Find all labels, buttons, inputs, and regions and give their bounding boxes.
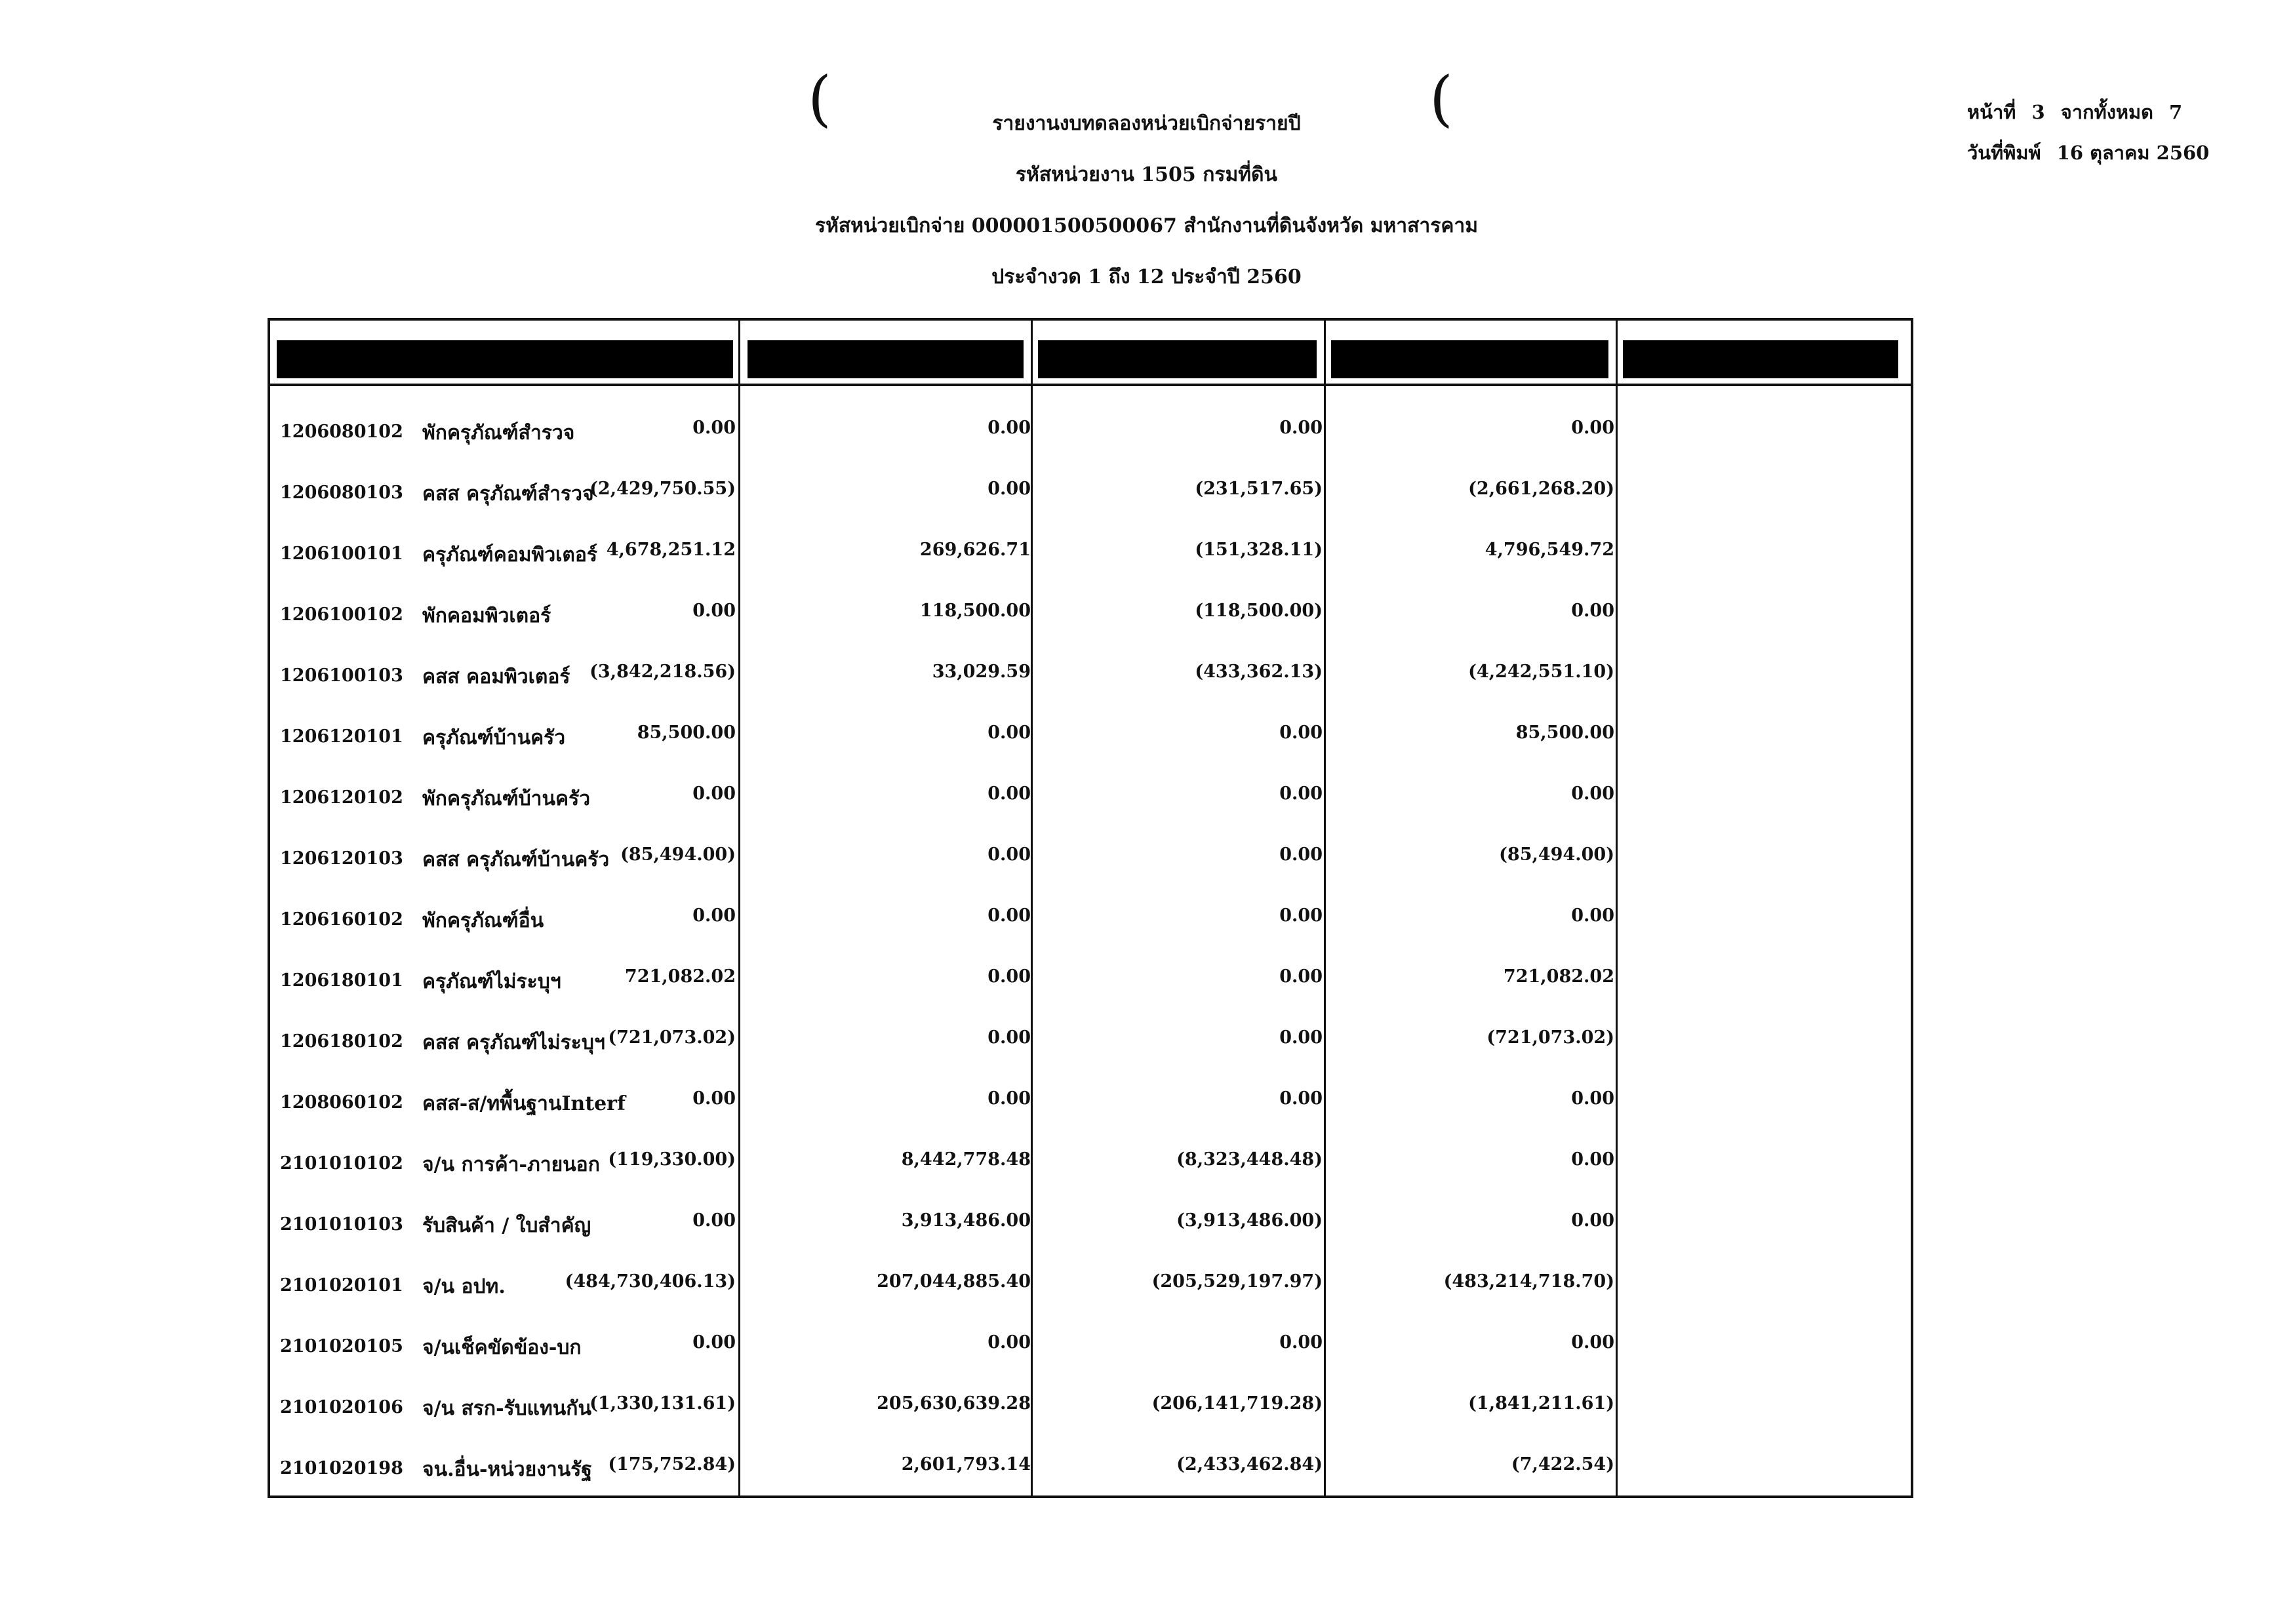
page-info [1967,92,2209,132]
report-title: รายงานงบทดลองหน่วยเบิกจ่ายรายปี [992,112,1301,135]
account-name: คสส-ส/ทพื้นฐานInterf [422,1092,626,1115]
balance-brought-forward: 0.00 [692,905,736,926]
page-number: 3 [2031,101,2045,123]
account-name: พักครุภัณฑ์บ้านครัว [422,787,591,810]
account-code: 1206120102 [280,787,403,808]
credit-amount: 0.00 [1279,723,1323,743]
balance-brought-forward: 0.00 [692,1210,736,1231]
account-code: 2101020101 [280,1275,403,1296]
account-name: คสส ครุภัณฑ์สำรวจ [422,483,594,505]
account-name: ครุภัณฑ์ไม่ระบุฯ [422,970,561,993]
table-body [270,398,1911,1495]
debit-amount: 0.00 [987,1332,1031,1353]
page-meta [1967,92,2209,173]
table-row [270,825,1911,886]
debit-amount: 0.00 [987,783,1031,804]
account-name: รับสินค้า / ใบสำคัญ [422,1214,591,1237]
table-row [270,1252,1911,1313]
balance-brought-forward: 85,500.00 [637,723,736,743]
account-code: 2101020198 [280,1458,403,1478]
balance-carried-forward: (1,841,211.61) [1468,1393,1614,1414]
balance-carried-forward: 721,082.02 [1503,966,1614,987]
debit-amount: 0.00 [987,479,1031,499]
balance-carried-forward: 85,500.00 [1515,723,1614,743]
redacted-header-col4 [1623,340,1898,378]
debit-amount: 33,029.59 [932,662,1031,682]
balance-carried-forward: 0.00 [1571,601,1614,621]
account-code: 1208060102 [280,1092,403,1113]
balance-carried-forward: 0.00 [1571,1088,1614,1109]
table-row [270,703,1911,764]
debit-amount: 8,442,778.48 [901,1149,1031,1170]
total-label: จากทั้งหมด [2060,101,2153,123]
account-code: 1206120103 [280,848,403,869]
redacted-header-col2 [1038,340,1317,378]
table-row [270,886,1911,947]
credit-amount: 0.00 [1279,1027,1323,1048]
balance-brought-forward: (3,842,218.56) [589,662,736,682]
account-code: 1206080102 [280,422,403,442]
account-code: 1206100102 [280,604,403,625]
credit-amount: (205,529,197.97) [1151,1271,1323,1292]
account-code: 1206100103 [280,665,403,686]
table-row [270,1313,1911,1374]
account-name: คสส ครุภัณฑ์บ้านครัว [422,848,610,871]
account-code: 2101020105 [280,1336,403,1357]
credit-amount: (8,323,448.48) [1176,1149,1323,1170]
balance-brought-forward: (1,330,131.61) [589,1393,736,1414]
debit-amount: 0.00 [987,966,1031,987]
table-row [270,581,1911,642]
debit-amount: 0.00 [987,1088,1031,1109]
table-row [270,1130,1911,1191]
credit-amount: (151,328.11) [1195,540,1323,560]
account-code: 1206160102 [280,909,403,930]
balance-brought-forward: 0.00 [692,1332,736,1353]
balance-carried-forward: 0.00 [1571,783,1614,804]
account-name: จ/นเช็คขัดข้อง-บก [422,1336,582,1359]
credit-amount: 0.00 [1279,418,1323,438]
account-code: 1206180102 [280,1031,403,1052]
balance-carried-forward: (7,422.54) [1511,1454,1614,1475]
account-name: พักครุภัณฑ์อื่น [422,909,544,932]
disbursement-unit: รหัสหน่วยเบิกจ่าย 000001500500067 สำนักงานที่ดินจังหวัด มหาสารคาม [814,214,1479,237]
balance-brought-forward: 0.00 [692,783,736,804]
table-row [270,1191,1911,1252]
table-row [270,1435,1911,1495]
debit-amount: 0.00 [987,1027,1031,1048]
binder-hole-mark-left: ( [808,64,831,134]
debit-amount: 118,500.00 [919,601,1031,621]
page-label: หน้าที่ [1967,101,2016,123]
account-code: 1206120101 [280,726,403,747]
table-row [270,520,1911,581]
balance-carried-forward: (85,494.00) [1499,844,1614,865]
credit-amount: 0.00 [1279,844,1323,865]
balance-carried-forward: (2,661,268.20) [1468,479,1614,499]
debit-amount: 269,626.71 [919,540,1031,560]
debit-amount: 207,044,885.40 [877,1271,1031,1292]
credit-amount: 0.00 [1279,783,1323,804]
credit-amount: (2,433,462.84) [1176,1454,1323,1475]
redacted-header-account [277,340,733,378]
account-name: จ/น การค้า-ภายนอก [422,1153,600,1176]
account-name: พักครุภัณฑ์สำรวจ [422,422,575,445]
balance-brought-forward: 4,678,251.12 [606,540,736,560]
credit-amount: (118,500.00) [1195,601,1323,621]
account-name: พักคอมพิวเตอร์ [422,604,551,627]
balance-brought-forward: 0.00 [692,601,736,621]
balance-brought-forward: (484,730,406.13) [565,1271,736,1292]
credit-amount: (3,913,486.00) [1176,1210,1323,1231]
account-name: จน.อื่น-หน่วยงานรัฐ [422,1458,592,1481]
account-code: 1206080103 [280,483,403,503]
balance-brought-forward: 721,082.02 [624,966,736,987]
account-name: ครุภัณฑ์บ้านครัว [422,726,566,749]
account-name: ครุภัณฑ์คอมพิวเตอร์ [422,544,598,566]
balance-carried-forward: 0.00 [1571,1149,1614,1170]
credit-amount: 0.00 [1279,966,1323,987]
debit-amount: 3,913,486.00 [901,1210,1031,1231]
debit-amount: 2,601,793.14 [901,1454,1031,1475]
report-header [0,98,2293,303]
table-row [270,642,1911,703]
balance-carried-forward: (4,242,551.10) [1468,662,1614,682]
account-name: จ/น อปท. [422,1275,506,1298]
table-header-row [270,321,1911,386]
credit-amount: 0.00 [1279,1088,1323,1109]
balance-brought-forward: (119,330.00) [608,1149,736,1170]
debit-amount: 0.00 [987,905,1031,926]
binder-hole-mark-right: ( [1429,64,1453,134]
table-row [270,1008,1911,1069]
table-row [270,764,1911,825]
credit-amount: (231,517.65) [1195,479,1323,499]
balance-carried-forward: 0.00 [1571,1332,1614,1353]
balance-carried-forward: 4,796,549.72 [1485,540,1614,560]
account-code: 1206180101 [280,970,403,991]
table-row [270,1069,1911,1130]
debit-amount: 0.00 [987,418,1031,438]
table-row [270,398,1911,459]
balance-carried-forward: (721,073.02) [1486,1027,1614,1048]
balance-brought-forward: (2,429,750.55) [589,479,736,499]
report-period: ประจำงวด 1 ถึง 12 ประจำปี 2560 [991,266,1302,288]
balance-brought-forward: (85,494.00) [620,844,736,865]
balance-carried-forward: 0.00 [1571,418,1614,438]
account-name: คสส คอมพิวเตอร์ [422,665,570,688]
balance-carried-forward: (483,214,718.70) [1443,1271,1614,1292]
credit-amount: (433,362.13) [1195,662,1323,682]
balance-brought-forward: 0.00 [692,1088,736,1109]
debit-amount: 0.00 [987,723,1031,743]
credit-amount: 0.00 [1279,1332,1323,1353]
trial-balance-table [268,318,1913,1498]
balance-brought-forward: (175,752.84) [608,1454,736,1475]
balance-carried-forward: 0.00 [1571,1210,1614,1231]
balance-brought-forward: (721,073.02) [608,1027,736,1048]
account-code: 2101020106 [280,1397,403,1417]
account-code: 2101010103 [280,1214,403,1235]
credit-amount: (206,141,719.28) [1151,1393,1323,1414]
debit-amount: 0.00 [987,844,1031,865]
table-row [270,947,1911,1008]
agency-code: รหัสหน่วยงาน 1505 กรมที่ดิน [1015,163,1278,186]
credit-amount: 0.00 [1279,905,1323,926]
print-info [1967,132,2209,173]
account-name: จ/น สรก-รับแทนกัน [422,1397,591,1420]
balance-brought-forward: 0.00 [692,418,736,438]
redacted-header-col3 [1331,340,1608,378]
print-label: วันที่พิมพ์ [1967,142,2041,164]
print-date: 16 ตุลาคม 2560 [2056,142,2210,164]
balance-carried-forward: 0.00 [1571,905,1614,926]
debit-amount: 205,630,639.28 [877,1393,1031,1414]
redacted-header-col1 [748,340,1024,378]
account-code: 2101010102 [280,1153,403,1174]
table-row [270,1374,1911,1435]
total-pages: 7 [2169,101,2183,123]
table-row [270,459,1911,520]
account-name: คสส ครุภัณฑ์ไม่ระบุฯ [422,1031,605,1054]
account-code: 1206100101 [280,544,403,564]
